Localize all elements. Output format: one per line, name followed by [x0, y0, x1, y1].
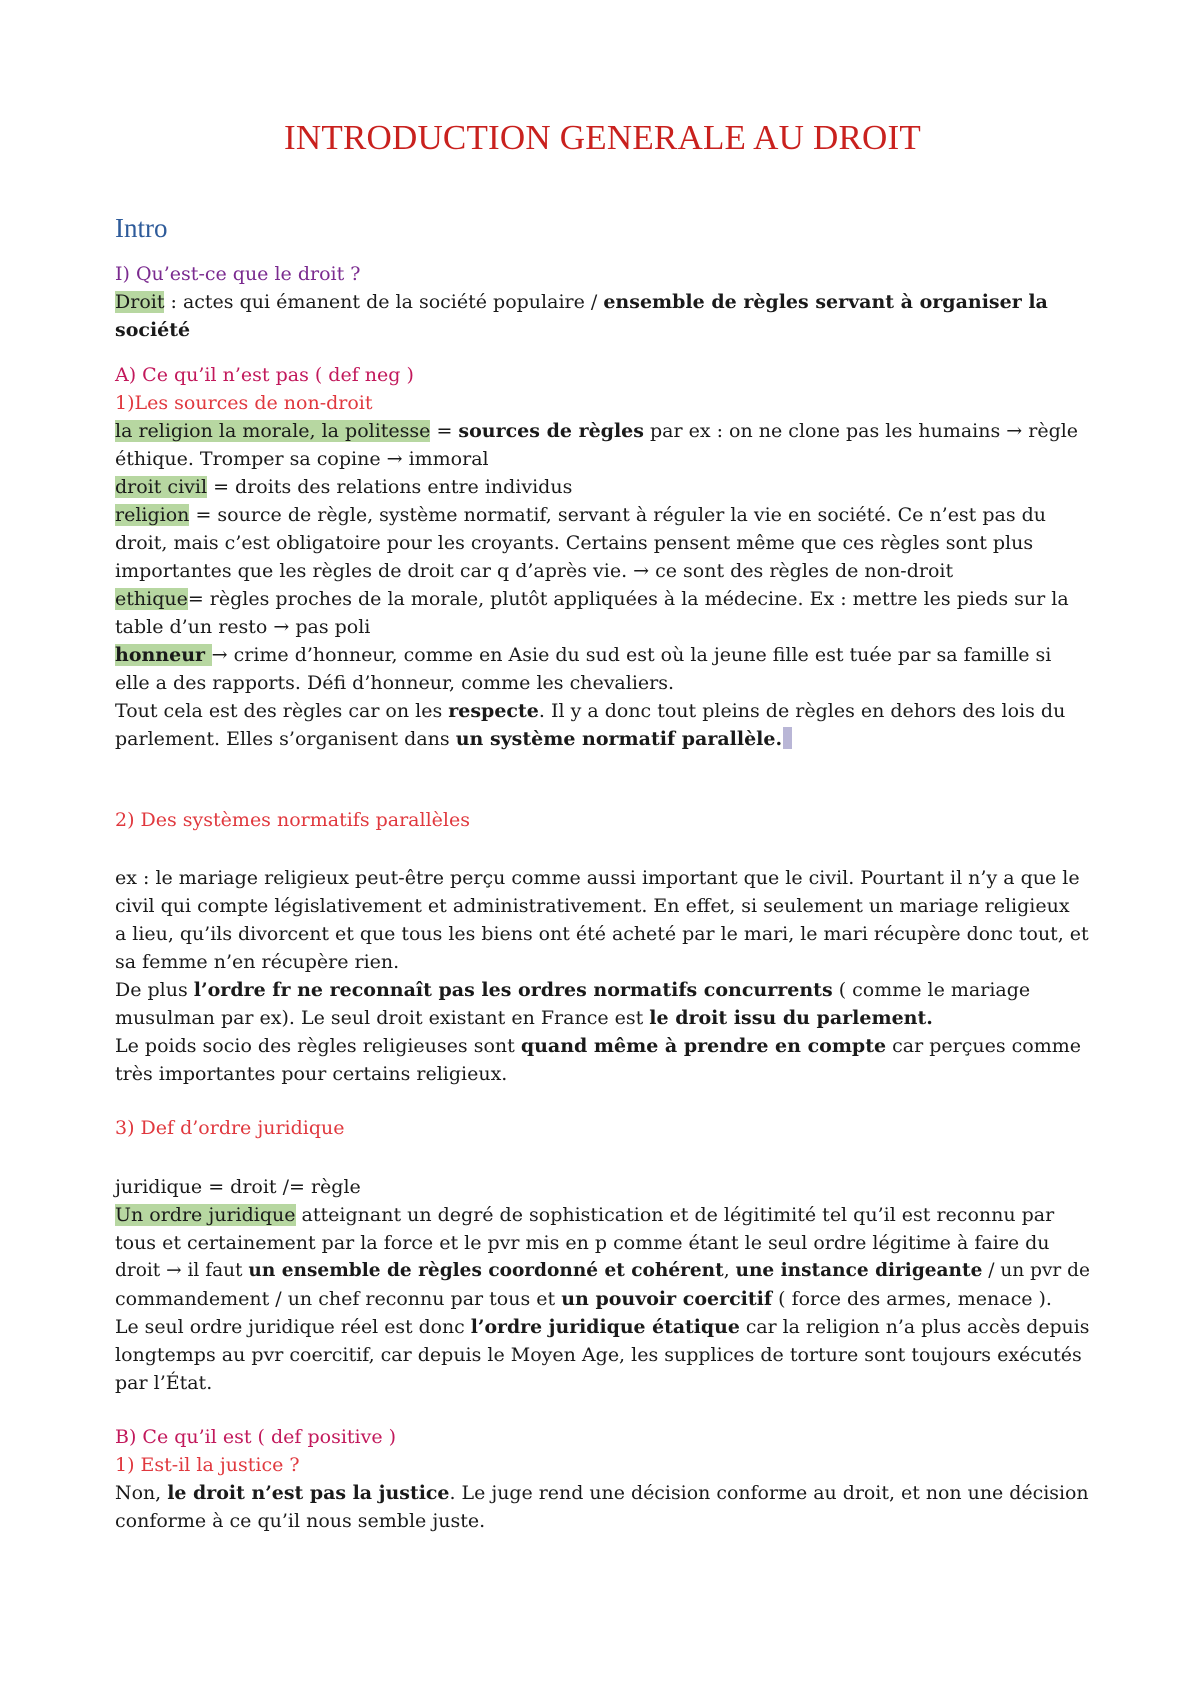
subsection-heading: 2) Des systèmes normatifs parallèles: [115, 809, 470, 831]
paragraph-line: longtemps au pvr coercitif, car depuis le Moyen Age, les supplices de torture sont toujours exécutés: [115, 1344, 1082, 1366]
paragraph-line: Droit : actes qui émanent de la société populaire / ensemble de règles servant à organiser la: [115, 291, 1048, 313]
section-heading: I) Qu’est-ce que le droit ?: [115, 263, 361, 285]
paragraph-line: ethique= règles proches de la morale, plutôt appliquées à la médecine. Ex : mettre les pieds sur la: [115, 588, 1069, 610]
bold-text: un pouvoir coercitif: [561, 1288, 773, 1310]
section-what-it-is: [115, 1423, 1090, 1535]
bold-text: l’ordre fr ne reconnaît pas les ordres normatifs concurrents: [193, 979, 833, 1001]
paragraph-line: ex : le mariage religieux peut-être perçu comme aussi important que le civil. Pourtant il n’y a que le: [115, 867, 1080, 889]
paragraph-line: a lieu, qu’ils divorcent et que tous les biens ont été acheté par le mari, le mari récupère donc tout, et: [115, 923, 1089, 945]
subsection-heading: 1)Les sources de non-droit: [115, 392, 373, 414]
intro-heading: Intro: [115, 213, 168, 243]
bold-text: société: [115, 319, 191, 341]
highlighted-term: la religion la morale, la politesse: [115, 420, 431, 442]
document-title: INTRODUCTION GENERALE AU DROIT: [284, 118, 921, 157]
section-heading: B) Ce qu’il est ( def positive ): [115, 1426, 397, 1448]
subsection-heading: 1) Est-il la justice ?: [115, 1454, 300, 1476]
paragraph-line: Le seul ordre juridique réel est donc l’ordre juridique étatique car la religion n’a plus accès depuis: [115, 1316, 1090, 1338]
bold-text: sources de règles: [458, 420, 644, 442]
paragraph-line: très importantes pour certains religieux.: [115, 1063, 508, 1085]
paragraph-line: la religion la morale, la politesse = sources de règles par ex : on ne clone pas les humains → règle: [115, 420, 1079, 442]
paragraph-line: honneur → crime d’honneur, comme en Asie du sud est où la jeune fille est tuée par sa famille si: [115, 644, 1052, 666]
bold-text: un système normatif parallèle.: [455, 728, 783, 750]
paragraph-line: Un ordre juridique atteignant un degré de sophistication et de légitimité tel qu’il est reconnu par: [115, 1204, 1055, 1226]
bold-text: une instance dirigeante: [735, 1260, 983, 1281]
paragraph-line: civil qui compte législativement et administrativement. En effet, si seulement un mariage religieux: [115, 895, 1070, 917]
section-what-is-law: [115, 260, 1090, 344]
paragraph-line: commandement / un chef reconnu par tous et un pouvoir coercitif ( force des armes, menace ).: [115, 1288, 1052, 1310]
paragraph-line: Non, le droit n’est pas la justice. Le juge rend une décision conforme au droit, et non une décision: [115, 1482, 1089, 1504]
paragraph-line: juridique = droit /= règle: [115, 1176, 361, 1198]
paragraph-line: sa femme n’en récupère rien.: [115, 951, 400, 973]
paragraph-line: parlement. Elles s’organisent dans un système normatif parallèle.: [115, 725, 1090, 753]
highlighted-term: droit civil: [115, 476, 208, 498]
bold-text: le droit n’est pas la justice: [167, 1482, 450, 1504]
highlighted-term: ethique: [115, 588, 188, 610]
bold-text: respecte: [448, 700, 539, 722]
section-heading: A) Ce qu’il n’est pas ( def neg ): [115, 364, 414, 386]
paragraph-line: Le poids socio des règles religieuses sont quand même à prendre en compte car perçues comme: [115, 1035, 1081, 1057]
paragraph-line: De plus l’ordre fr ne reconnaît pas les ordres normatifs concurrents ( comme le mariage: [115, 979, 1031, 1001]
highlighted-term: honneur: [115, 644, 212, 666]
paragraph-line: religion = source de règle, système normatif, servant à réguler la vie en société. Ce n’est pas du: [115, 504, 1047, 526]
section-legal-order: [115, 1114, 1090, 1142]
paragraph-line: conforme à ce qu’il nous semble juste.: [115, 1510, 486, 1532]
bold-text: l’ordre juridique étatique: [470, 1316, 740, 1338]
paragraph-line: Tout cela est des règles car on les respecte. Il y a donc tout pleins de règles en dehors des lois du: [115, 700, 1066, 722]
highlighted-term: religion: [115, 504, 190, 526]
bold-text: un ensemble de règles coordonné et cohérent: [248, 1260, 724, 1281]
text-cursor: [783, 727, 792, 749]
highlighted-term: Un ordre juridique: [115, 1204, 296, 1226]
highlighted-term: Droit: [115, 291, 165, 313]
paragraph-line: musulman par ex). Le seul droit existant en France est le droit issu du parlement.: [115, 1007, 933, 1029]
paragraph-line: par l’État.: [115, 1372, 213, 1394]
paragraph-line: importantes que les règles de droit car q d’après vie. → ce sont des règles de non-droit: [115, 560, 954, 582]
section-legal-order-body: [115, 1173, 1090, 1397]
paragraph-line: table d’un resto → pas poli: [115, 616, 371, 638]
section-parallel-systems-body: [115, 864, 1090, 1088]
paragraph-line: droit civil = droits des relations entre individus: [115, 476, 573, 498]
paragraph-line: tous et certainement par la force et le pvr mis en p comme étant le seul ordre légitime à faire du: [115, 1232, 1050, 1254]
section-parallel-systems: [115, 806, 1090, 834]
section-what-it-is-not: [115, 361, 1090, 753]
bold-text: le droit issu du parlement.: [649, 1007, 933, 1029]
paragraph-line: éthique. Tromper sa copine → immoral: [115, 448, 489, 470]
paragraph-line: [115, 316, 1090, 344]
paragraph-line: elle a des rapports. Défi d’honneur, comme les chevaliers.: [115, 672, 675, 694]
bold-text: ensemble de règles servant à organiser la: [603, 291, 1048, 313]
bold-text: quand même à prendre en compte: [520, 1035, 887, 1057]
paragraph-line: droit → il faut un ensemble de règles coordonné et cohérent, une instance dirigeante / un pvr de: [115, 1260, 1090, 1281]
paragraph-line: droit, mais c’est obligatoire pour les croyants. Certains pensent même que ces règles sont plus: [115, 532, 1034, 554]
subsection-heading: 3) Def d’ordre juridique: [115, 1117, 345, 1139]
